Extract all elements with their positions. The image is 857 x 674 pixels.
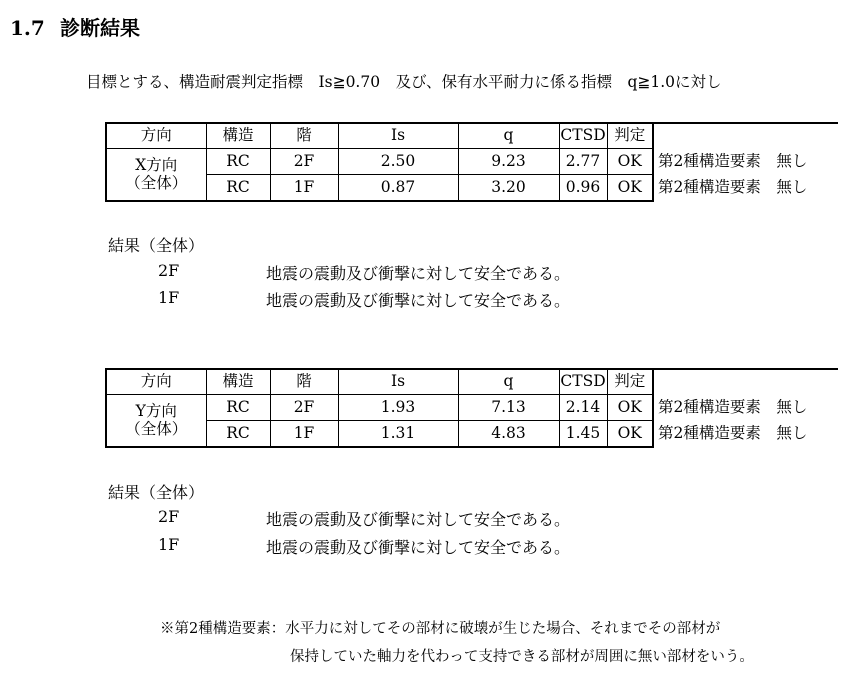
judgement-cell: OK [607,421,653,448]
y-result-floor: 1F [158,535,180,554]
element-note: 第2種構造要素 無し [658,178,808,197]
header-judgement: 判定 [607,123,653,149]
ctsd-cell: 2.77 [559,149,607,175]
judgement-cell: OK [607,395,653,421]
element-note: 第2種構造要素 無し [658,397,808,416]
structure-cell: RC [206,175,270,202]
q-cell: 3.20 [458,175,559,202]
x-direction-table [105,122,838,202]
table-header-row [106,123,838,149]
element-note: 第2種構造要素 無し [658,151,808,170]
element-note: 第2種構造要素 無し [658,424,808,443]
direction-scope: （全体） [125,173,188,192]
q-cell: 7.13 [458,395,559,421]
x-result-floor: 2F [158,261,180,280]
ctsd-cell: 1.45 [559,421,607,448]
header-judgement: 判定 [607,369,653,395]
direction-label: Y方向 [135,402,177,421]
y-result-text: 地震の震動及び衝撃に対して安全である。 [266,510,571,529]
section-title: 診断結果 [60,16,140,40]
floor-cell: 1F [270,175,338,202]
y-result-text: 地震の震動及び衝撃に対して安全である。 [266,538,571,557]
y-result-title: 結果（全体） [108,483,205,502]
header-q: q [458,123,559,149]
footnote-label: ※第2種構造要素： [160,621,286,637]
table-header-row [106,369,838,395]
intro-text: 目標とする、構造耐震判定指標 Is≧0.70 及び、保有水平耐力に係る指標 q≧1.0に対し [86,73,722,91]
direction-cell [106,395,206,448]
floor-cell: 2F [270,149,338,175]
y-direction-table [105,368,838,448]
header-is: Is [338,123,458,149]
judgement-cell: OK [607,175,653,202]
is-cell: 0.87 [338,175,458,202]
header-floor: 階 [270,369,338,395]
structure-cell: RC [206,149,270,175]
direction-cell [106,149,206,202]
x-result-text: 地震の震動及び衝撃に対して安全である。 [266,264,571,283]
header-is: Is [338,369,458,395]
judgement-cell: OK [607,149,653,175]
table-row [106,175,838,202]
is-cell: 1.31 [338,421,458,448]
structure-cell: RC [206,421,270,448]
is-cell: 2.50 [338,149,458,175]
footnote [160,617,720,638]
table-row [106,149,838,175]
header-structure: 構造 [206,123,270,149]
header-direction: 方向 [106,369,206,395]
direction-label: X方向 [135,156,178,175]
q-cell: 9.23 [458,149,559,175]
footnote-line2: 保持していた軸力を代わって支持できる部材が周囲に無い部材をいう。 [290,649,754,665]
header-ctsd: CTSD [559,123,607,149]
ctsd-cell: 2.14 [559,395,607,421]
section-heading [10,12,140,41]
x-result-title: 結果（全体） [108,236,205,255]
table-row [106,395,838,421]
header-structure: 構造 [206,369,270,395]
x-result-text: 地震の震動及び衝撃に対して安全である。 [266,291,571,310]
ctsd-cell: 0.96 [559,175,607,202]
header-direction: 方向 [106,123,206,149]
q-cell: 4.83 [458,421,559,448]
is-cell: 1.93 [338,395,458,421]
y-result-floor: 2F [158,507,180,526]
table-row [106,421,838,448]
header-floor: 階 [270,123,338,149]
section-number: 1.7 [10,16,45,40]
structure-cell: RC [206,395,270,421]
header-ctsd: CTSD [559,369,607,395]
floor-cell: 2F [270,395,338,421]
floor-cell: 1F [270,421,338,448]
footnote-line1: 水平力に対してその部材に破壊が生じた場合、それまでその部材が [285,621,721,637]
direction-scope: （全体） [125,419,188,438]
x-result-floor: 1F [158,288,180,307]
header-q: q [458,369,559,395]
